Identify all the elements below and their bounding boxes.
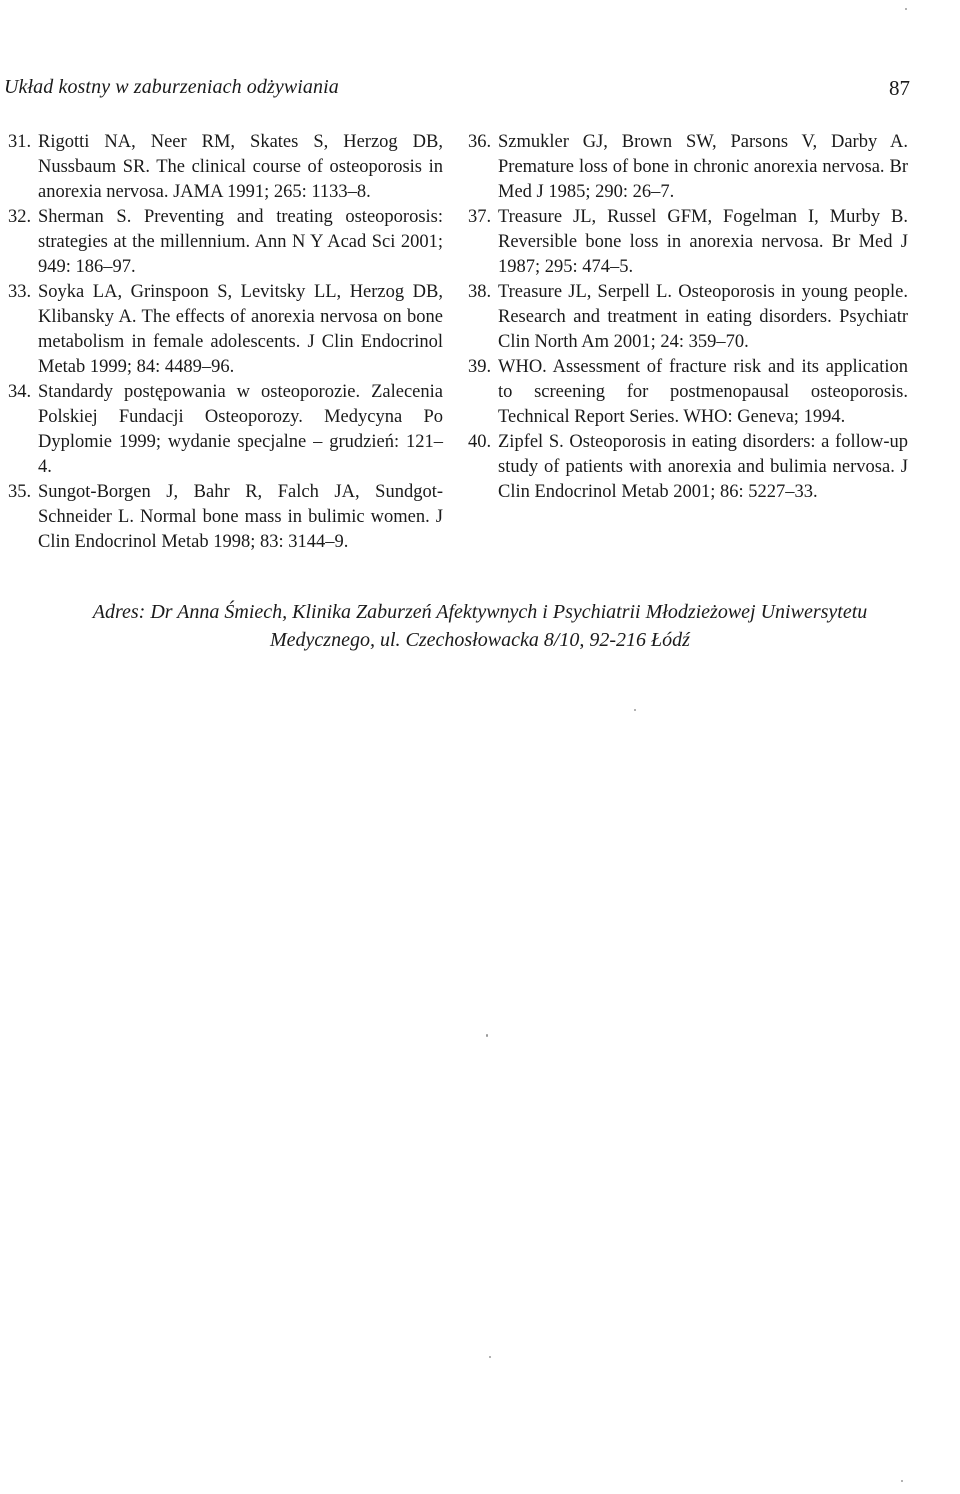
reference-text: WHO. Assessment of fracture risk and its application to screening for postmenopausal osteoporosis. Technical Report Series. WHO: Geneva; 1994. <box>498 357 908 427</box>
scan-speck <box>634 709 636 711</box>
references-left-column <box>8 130 443 555</box>
reference-number: 35. <box>8 482 32 502</box>
reference-text: Rigotti NA, Neer RM, Skates S, Herzog DB, Nussbaum SR. The clinical course of osteoporosis in anorexia nervosa. JAMA 1991; 265: 1133–8. <box>38 132 443 202</box>
correspondence-address <box>0 598 960 654</box>
reference-text: Soyka LA, Grinspoon S, Levitsky LL, Herzog DB, Klibansky A. The effects of anorexia nervosa on bone metabolism in female adolescents. J Clin Endocrinol Metab 1999; 84: 4489–96. <box>38 282 443 377</box>
reference-number: 32. <box>8 207 32 227</box>
reference-36 <box>468 130 908 205</box>
scan-speck <box>489 1356 491 1358</box>
scan-speck <box>486 1034 488 1037</box>
reference-33 <box>8 280 443 380</box>
reference-number: 39. <box>468 357 492 377</box>
address-line-2: Medycznego, ul. Czechosłowacka 8/10, 92-216 Łódź <box>270 629 690 651</box>
reference-number: 37. <box>468 207 492 227</box>
reference-text: Treasure JL, Russel GFM, Fogelman I, Murby B. Reversible bone loss in anorexia nervosa. Br Med J 1987; 295: 474–5. <box>498 207 908 277</box>
reference-text: Sungot-Borgen J, Bahr R, Falch JA, Sundgot-Schneider L. Normal bone mass in bulimic women. J Clin Endocrinol Metab 1998; 83: 3144–9. <box>38 482 443 552</box>
reference-32 <box>8 205 443 280</box>
reference-38 <box>468 280 908 355</box>
reference-text: Zipfel S. Osteoporosis in eating disorders: a follow-up study of patients with anorexia and bulimia nervosa. J Clin Endocrinol Metab 2001; 86: 5227–33. <box>498 432 908 502</box>
page-number: 87 <box>889 76 910 100</box>
reference-number: 40. <box>468 432 492 452</box>
reference-39 <box>468 355 908 430</box>
reference-31 <box>8 130 443 205</box>
scan-speck <box>905 8 907 10</box>
running-title: Układ kostny w zaburzeniach odżywiania <box>4 76 339 98</box>
reference-text: Standardy postępowania w osteoporozie. Zalecenia Polskiej Fundacji Osteoporozy. Medycyna Po Dyplomie 1999; wydanie specjalne – grudzień: 121–4. <box>38 382 443 477</box>
reference-40 <box>468 430 908 505</box>
reference-number: 38. <box>468 282 492 302</box>
reference-text: Sherman S. Preventing and treating osteoporosis: strategies at the millennium. Ann N Y Acad Sci 2001; 949: 186–97. <box>38 207 443 277</box>
address-line-1: Adres: Dr Anna Śmiech, Klinika Zaburzeń Afektywnych i Psychiatrii Młodzieżowej Uniwersytetu <box>92 601 868 623</box>
reference-35 <box>8 480 443 555</box>
reference-text: Treasure JL, Serpell L. Osteoporosis in young people. Research and treatment in eating disorders. Psychiatr Clin North Am 2001; 24: 359–70. <box>498 282 908 352</box>
reference-number: 33. <box>8 282 32 302</box>
reference-34 <box>8 380 443 480</box>
scan-speck <box>901 1480 903 1482</box>
reference-number: 36. <box>468 132 492 152</box>
reference-number: 31. <box>8 132 32 152</box>
references-right-column <box>468 130 908 505</box>
reference-37 <box>468 205 908 280</box>
reference-text: Szmukler GJ, Brown SW, Parsons V, Darby A. Premature loss of bone in chronic anorexia nervosa. Br Med J 1985; 290: 26–7. <box>498 132 908 202</box>
reference-number: 34. <box>8 382 32 402</box>
